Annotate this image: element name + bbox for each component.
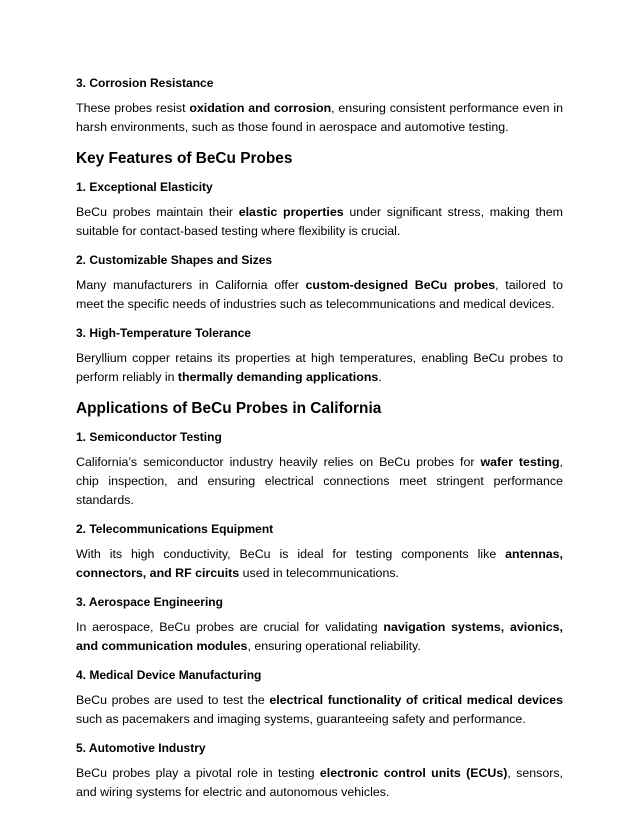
text-run: In aerospace, BeCu probes are crucial for validating [76,620,384,634]
sub-heading-medical-device-manufacturing: 4. Medical Device Manufacturing [76,668,262,682]
text-run: , ensuring operational reliability. [247,639,421,653]
sub-heading-high-temperature-tolerance: 3. High-Temperature Tolerance [76,326,251,340]
paragraph-medical-device-manufacturing [76,691,563,729]
bold-text-run: antennas, connectors, and RF circuits [76,547,563,580]
paragraph-customizable-shapes [76,276,563,314]
text-run: under significant stress, making them suitable for contact-based testing where flexibility is crucial. [76,205,563,238]
sub-heading-telecommunications-equipment: 2. Telecommunications Equipment [76,522,274,536]
bold-text-run: custom-designed BeCu probes [305,278,496,292]
paragraph-aerospace-engineering [76,618,563,656]
bold-text-run: navigation systems, avionics, and communication modules [76,620,563,653]
text-run: . [378,370,382,384]
text-run: Beryllium copper retains its properties at high temperatures, enabling BeCu probes to perform reliably in [76,351,563,384]
text-run: BeCu probes are used to test the [76,693,270,707]
bold-text-run: wafer testing [480,455,560,469]
text-run: These probes resist [76,101,190,115]
sub-heading-aerospace-engineering: 3. Aerospace Engineering [76,595,223,609]
sub-heading-customizable-shapes: 2. Customizable Shapes and Sizes [76,253,273,267]
text-run: BeCu probes play a pivotal role in testing [76,766,320,780]
text-run: used in telecommunications. [239,566,399,580]
text-run: , ensuring consistent performance even in harsh environments, such as those found in aerospace and automotive testing. [76,101,563,134]
section-heading-applications: Applications of BeCu Probes in California [76,400,382,417]
paragraph-telecommunications-equipment [76,545,563,583]
text-run: , sensors, and wiring systems for electric and autonomous vehicles. [76,766,563,799]
text-run: , tailored to meet the specific needs of industries such as telecommunications and medical devices. [76,278,563,311]
bold-text-run: elastic properties [238,205,344,219]
sub-heading-corrosion-resistance: 3. Corrosion Resistance [76,76,214,90]
paragraph-automotive-industry [76,764,563,802]
text-run: Many manufacturers in California offer [76,278,306,292]
paragraph-high-temperature-tolerance [76,349,563,387]
bold-text-run: thermally demanding applications [177,370,379,384]
bold-text-run: electronic control units (ECUs) [319,766,508,780]
paragraph-semiconductor-testing [76,453,563,510]
text-run: California’s semiconductor industry heavily relies on BeCu probes for [76,455,481,469]
bold-text-run: electrical functionality of critical medical devices [269,693,563,707]
sub-heading-exceptional-elasticity: 1. Exceptional Elasticity [76,180,213,194]
text-run: , chip inspection, and ensuring electrical connections meet stringent performance standards. [76,455,563,507]
paragraph-exceptional-elasticity [76,203,563,241]
sub-heading-automotive-industry: 5. Automotive Industry [76,741,206,755]
paragraph-corrosion-resistance [76,99,563,137]
section-heading-key-features: Key Features of BeCu Probes [76,150,293,167]
text-run: With its high conductivity, BeCu is ideal for testing components like [76,547,506,561]
sub-heading-semiconductor-testing: 1. Semiconductor Testing [76,430,222,444]
bold-text-run: oxidation and corrosion [189,101,332,115]
text-run: such as pacemakers and imaging systems, guaranteeing safety and performance. [76,712,526,726]
text-run: BeCu probes maintain their [76,205,239,219]
